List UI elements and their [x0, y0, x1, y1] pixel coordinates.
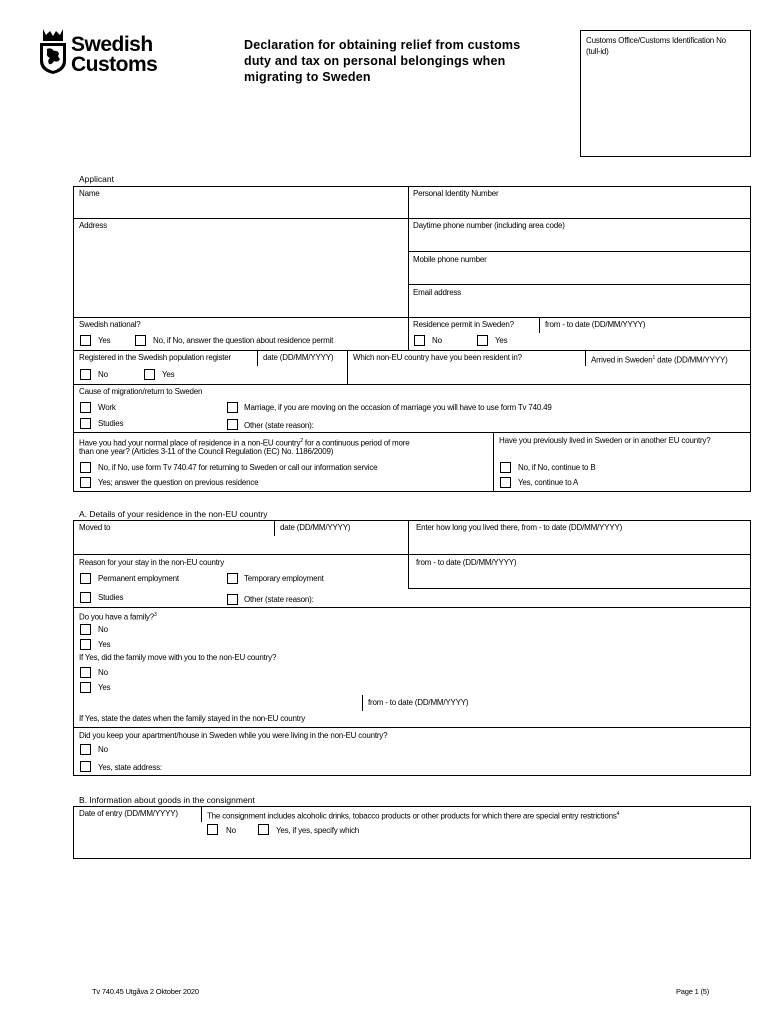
normal-residence-question-2: than one year? (Articles 3-11 of the Council Regulation (EC) No. 1186/2009): [79, 447, 334, 456]
registered-yes-label: Yes: [162, 370, 175, 379]
form-id: Tv 740.45 Utgåva 2 Oktober 2020: [92, 987, 199, 996]
non-eu-country-field[interactable]: Which non-EU country have you been resident in?: [353, 353, 522, 362]
date-of-entry-field[interactable]: Date of entry (DD/MM/YYYY): [79, 809, 178, 818]
moved-to-field[interactable]: Moved to: [79, 523, 111, 532]
reason-stay-label: Reason for your stay in the non-EU country: [79, 558, 225, 567]
consignment-no-checkbox[interactable]: [207, 824, 218, 835]
residence-permit-yes-checkbox[interactable]: [477, 335, 488, 346]
logo-text-line1: Swedish: [71, 33, 153, 56]
cause-marriage-checkbox[interactable]: [227, 402, 238, 413]
registered-no-checkbox[interactable]: [80, 369, 91, 380]
previously-lived-no-label: No, if No, continue to B: [518, 463, 596, 472]
section-a-title: A. Details of your residence in the non-EU country: [79, 509, 268, 519]
reason-other-label: Other (state reason):: [244, 595, 314, 604]
logo-text-line2: Customs: [71, 53, 158, 76]
consignment-question: [207, 809, 619, 822]
normal-residence-text-1b: for a continuous period of more: [302, 438, 410, 448]
cause-studies-label: Studies: [98, 419, 124, 428]
swedish-national-no-label: No, if No, answer the question about residence permit: [153, 336, 334, 345]
cause-other-label: Other (state reason):: [244, 421, 314, 430]
residence-permit-dates-field[interactable]: from - to date (DD/MM/YYYY): [545, 320, 646, 329]
normal-residence-footnote: 2: [300, 438, 303, 444]
cause-marriage-label: Marriage, if you are moving on the occasion of marriage you will have to use form Tv 740.49: [244, 403, 552, 412]
registered-no-label: No: [98, 370, 108, 379]
normal-residence-no-label: No, if No, use form Tv 740.47 for returning to Sweden or call our information service: [98, 463, 378, 472]
family-question-text: Do you have a family?: [79, 612, 154, 622]
cause-work-checkbox[interactable]: [80, 402, 91, 413]
consignment-footnote: 4: [616, 811, 620, 817]
consignment-yes-checkbox[interactable]: [258, 824, 269, 835]
family-question: [79, 610, 157, 623]
email-field[interactable]: Email address: [413, 288, 462, 297]
registered-date-field[interactable]: date (DD/MM/YYYY): [263, 353, 334, 362]
customs-crest-icon: [38, 27, 68, 75]
residence-permit-label: Residence permit in Sweden?: [413, 320, 514, 329]
reason-other-checkbox[interactable]: [227, 594, 238, 605]
registered-yes-checkbox[interactable]: [144, 369, 155, 380]
family-no-label: No: [98, 625, 108, 634]
name-field[interactable]: Name: [79, 189, 100, 198]
reason-studies-checkbox[interactable]: [80, 592, 91, 603]
residence-permit-no-label: No: [432, 336, 442, 345]
family-footnote: 3: [153, 612, 157, 618]
section-b-title: B. Information about goods in the consignment: [79, 795, 255, 805]
form-title-line2: duty and tax on personal belongings when: [244, 54, 506, 68]
consignment-yes-label: Yes, if yes, specify which: [276, 826, 359, 835]
personal-id-field[interactable]: Personal Identity Number: [413, 189, 499, 198]
reason-studies-label: Studies: [98, 593, 124, 602]
cause-studies-checkbox[interactable]: [80, 418, 91, 429]
family-yes-label: Yes: [98, 640, 111, 649]
temporary-employment-checkbox[interactable]: [227, 573, 238, 584]
previously-lived-yes-label: Yes, continue to A: [518, 478, 579, 487]
previously-lived-question: Have you previously lived in Sweden or in another EU country?: [499, 436, 711, 445]
customs-office-label-2: (tull-id): [586, 47, 609, 56]
previously-lived-yes-checkbox[interactable]: [500, 477, 511, 488]
family-dates-field[interactable]: from - to date (DD/MM/YYYY): [368, 698, 469, 707]
family-move-yes-checkbox[interactable]: [80, 682, 91, 693]
permanent-employment-checkbox[interactable]: [80, 573, 91, 584]
family-dates-label: If Yes, state the dates when the family stayed in the non-EU country: [79, 714, 306, 723]
family-move-no-label: No: [98, 668, 108, 677]
keep-apartment-no-checkbox[interactable]: [80, 744, 91, 755]
arrived-date-label: date (DD/MM/YYYY): [657, 355, 728, 365]
registered-label: Registered in the Swedish population register: [79, 353, 231, 362]
cause-other-checkbox[interactable]: [227, 419, 238, 430]
reason-stay-dates-field[interactable]: from - to date (DD/MM/YYYY): [416, 558, 517, 567]
normal-residence-yes-label: Yes; answer the question on previous residence: [98, 478, 259, 487]
family-no-checkbox[interactable]: [80, 624, 91, 635]
arrived-in-sweden-field[interactable]: [591, 353, 728, 366]
customs-office-label: Customs Office/Customs Identification No: [586, 36, 726, 45]
keep-apartment-yes-checkbox[interactable]: [80, 761, 91, 772]
normal-residence-yes-checkbox[interactable]: [80, 477, 91, 488]
permanent-employment-label: Permanent employment: [98, 574, 179, 583]
family-move-yes-label: Yes: [98, 683, 111, 692]
form-title-line3: migrating to Sweden: [244, 70, 371, 84]
swedish-national-yes-checkbox[interactable]: [80, 335, 91, 346]
swedish-national-yes-label: Yes: [98, 336, 111, 345]
consignment-question-text: The consignment includes alcoholic drinks, tobacco products or other products for which there are special entry restrictions: [207, 811, 617, 821]
residence-permit-yes-label: Yes: [495, 336, 508, 345]
family-move-no-checkbox[interactable]: [80, 667, 91, 678]
swedish-national-label: Swedish national?: [79, 320, 141, 329]
swedish-national-no-checkbox[interactable]: [135, 335, 146, 346]
keep-apartment-yes-label: Yes, state address:: [98, 763, 162, 772]
residence-permit-no-checkbox[interactable]: [414, 335, 425, 346]
arrived-footnote: 1: [652, 355, 656, 361]
normal-residence-no-checkbox[interactable]: [80, 462, 91, 473]
moved-date-field[interactable]: date (DD/MM/YYYY): [280, 523, 351, 532]
address-field[interactable]: Address: [79, 221, 107, 230]
how-long-field[interactable]: Enter how long you lived there, from - to date (DD/MM/YYYY): [416, 523, 623, 532]
form-title-line1: Declaration for obtaining relief from customs: [244, 38, 521, 52]
cause-label: Cause of migration/return to Sweden: [79, 387, 203, 396]
applicant-section-title: Applicant: [79, 174, 114, 184]
temporary-employment-label: Temporary employment: [244, 574, 324, 583]
cause-work-label: Work: [98, 403, 116, 412]
consignment-no-label: No: [226, 826, 236, 835]
mobile-phone-field[interactable]: Mobile phone number: [413, 255, 487, 264]
previously-lived-no-checkbox[interactable]: [500, 462, 511, 473]
keep-apartment-question: Did you keep your apartment/house in Sweden while you were living in the non-EU country?: [79, 731, 388, 740]
family-yes-checkbox[interactable]: [80, 639, 91, 650]
family-move-question: If Yes, did the family move with you to the non-EU country?: [79, 653, 277, 662]
page-number: Page 1 (5): [676, 987, 710, 996]
daytime-phone-field[interactable]: Daytime phone number (including area code): [413, 221, 565, 230]
arrived-label: Arrived in Sweden: [591, 355, 653, 365]
normal-residence-text-1: Have you had your normal place of residence in a non-EU country: [79, 438, 301, 448]
keep-apartment-no-label: No: [98, 745, 108, 754]
